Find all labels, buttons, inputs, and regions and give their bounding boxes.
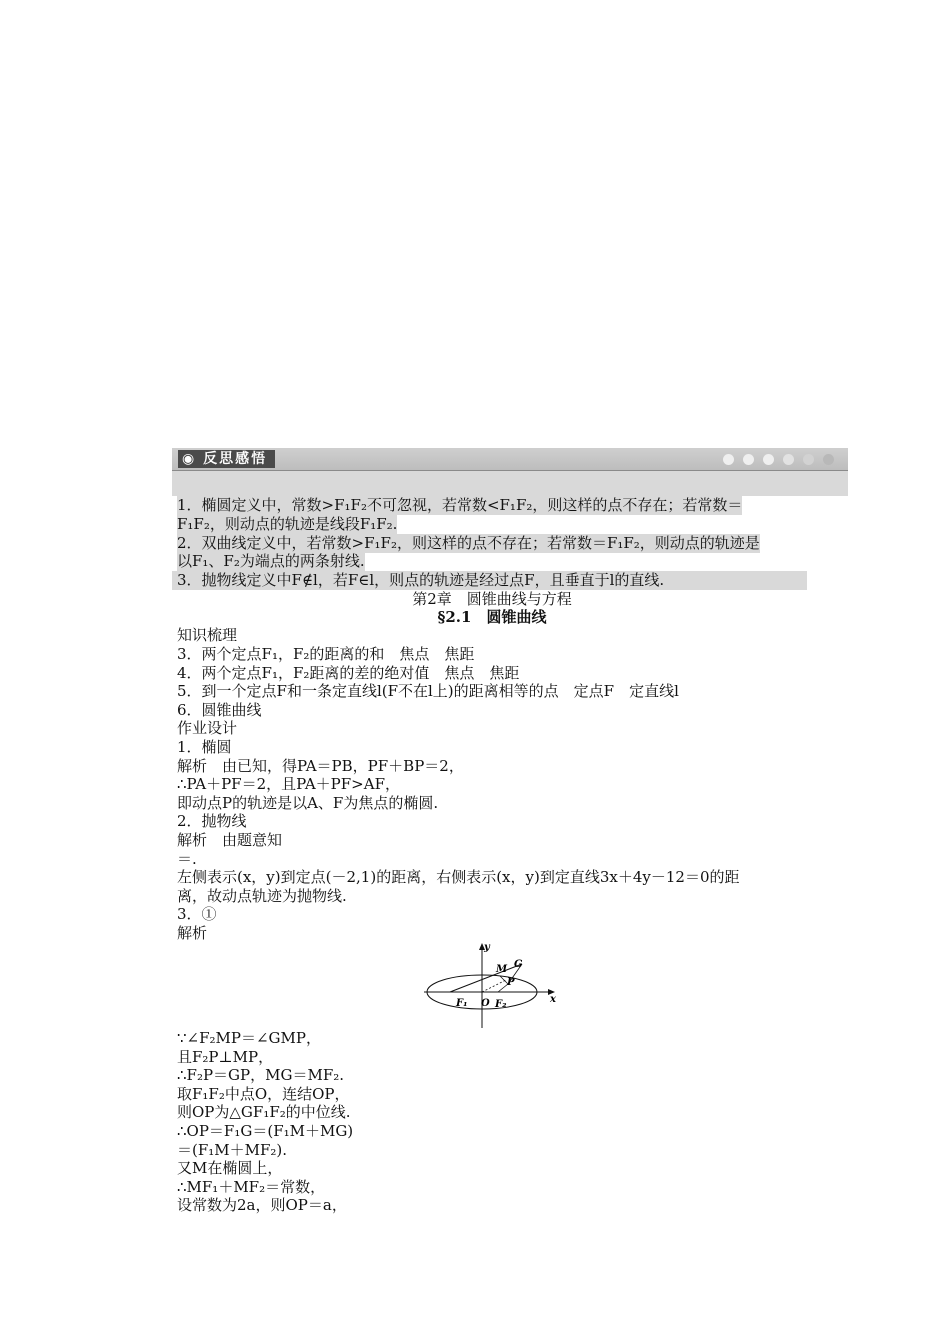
banner-header-bar <box>172 448 848 471</box>
body-line: 又M在椭圆上， <box>177 1159 283 1177</box>
body-line: 3．① <box>177 905 217 923</box>
reflection-line: 以F₁、F₂为端点的两条射线. <box>177 552 365 570</box>
body-line: 解析 <box>177 924 208 942</box>
label-x: x <box>550 994 556 1005</box>
ellipse-figure <box>422 940 562 1032</box>
dot-icon <box>743 454 754 465</box>
reflection-line: 3．抛物线定义中F∉l，若F∈l，则点的轨迹是经过点F，且垂直于l的直线. <box>172 571 807 590</box>
body-line: ∴PA＋PF＝2，且PA＋PF>AF， <box>177 775 400 793</box>
body-line: 离，故动点轨迹为抛物线. <box>177 887 347 905</box>
body-line: 设常数为2a，则OP＝a， <box>177 1196 347 1214</box>
dot-icon <box>823 454 834 465</box>
body-line: 左侧表示(x，y)到定点(－2,1)的距离，右侧表示(x，y)到定直线3x＋4y－12＝0的距 <box>177 868 740 886</box>
body-line: 知识梳理 <box>177 626 238 644</box>
reflection-banner <box>172 448 848 496</box>
label-o: O <box>481 998 490 1009</box>
reflection-line: F₁F₂，则动点的轨迹是线段F₁F₂. <box>177 515 398 533</box>
body-line: ＝(F₁M＋MF₂). <box>177 1141 288 1159</box>
body-line: ∴OP＝F₁G＝(F₁M＋MG) <box>177 1122 354 1140</box>
body-line: 6．圆锥曲线 <box>177 701 262 719</box>
body-line: 则OP为△GF₁F₂的中位线. <box>177 1103 351 1121</box>
dot-icon <box>763 454 774 465</box>
reflection-line: 1．椭圆定义中，常数>F₁F₂不可忽视，若常数<F₁F₂，则这样的点不存在；若常数＝ <box>177 496 743 514</box>
body-line: 解析 由题意知 <box>177 831 283 849</box>
segment-op <box>482 980 506 992</box>
body-line: 1．椭圆 <box>177 738 232 756</box>
chapter-title: 第2章 圆锥曲线与方程 <box>412 590 572 608</box>
body-line: 作业设计 <box>177 719 238 737</box>
body-line: 4．两个定点F₁，F₂距离的差的绝对值 焦点 焦距 <box>177 664 520 682</box>
section-title: §2.1 圆锥曲线 <box>437 608 547 626</box>
label-p: P <box>507 977 515 988</box>
body-line: 2．抛物线 <box>177 812 247 830</box>
body-line: 取F₁F₂中点O，连结OP， <box>177 1085 350 1103</box>
label-f2: F₂ <box>495 999 507 1010</box>
dot-icon <box>783 454 794 465</box>
body-line: 且F₂P⊥MP， <box>177 1048 274 1066</box>
reflection-line: 2．双曲线定义中，若常数>F₁F₂，则这样的点不存在；若常数＝F₁F₂，则动点的轨迹是 <box>177 534 760 552</box>
body-line: ∴F₂P＝GP，MG＝MF₂. <box>177 1066 345 1084</box>
body-line: 解析 由已知，得PA＝PB，PF＋BP＝2， <box>177 757 464 775</box>
label-f1: F₁ <box>456 998 468 1009</box>
body-line: ∵∠F₂MP＝∠GMP， <box>177 1029 321 1047</box>
dot-icon <box>723 454 734 465</box>
body-line: 即动点P的轨迹是以A、F为焦点的椭圆. <box>177 794 439 812</box>
label-g: G <box>514 959 523 970</box>
reflection-tab-title: ◉ 反思感悟 <box>178 450 275 468</box>
body-line: 5．到一个定点F和一条定直线l(F不在l上)的距离相等的点 定点F 定直线l <box>177 682 679 700</box>
label-m: M <box>496 964 508 975</box>
body-line: 3．两个定点F₁，F₂的距离的和 焦点 焦距 <box>177 645 475 663</box>
decorative-dots <box>723 454 834 465</box>
body-line: ＝. <box>177 850 197 868</box>
body-line: ∴MF₁＋MF₂＝常数， <box>177 1178 326 1196</box>
label-y: y <box>484 942 490 953</box>
dot-icon <box>803 454 814 465</box>
